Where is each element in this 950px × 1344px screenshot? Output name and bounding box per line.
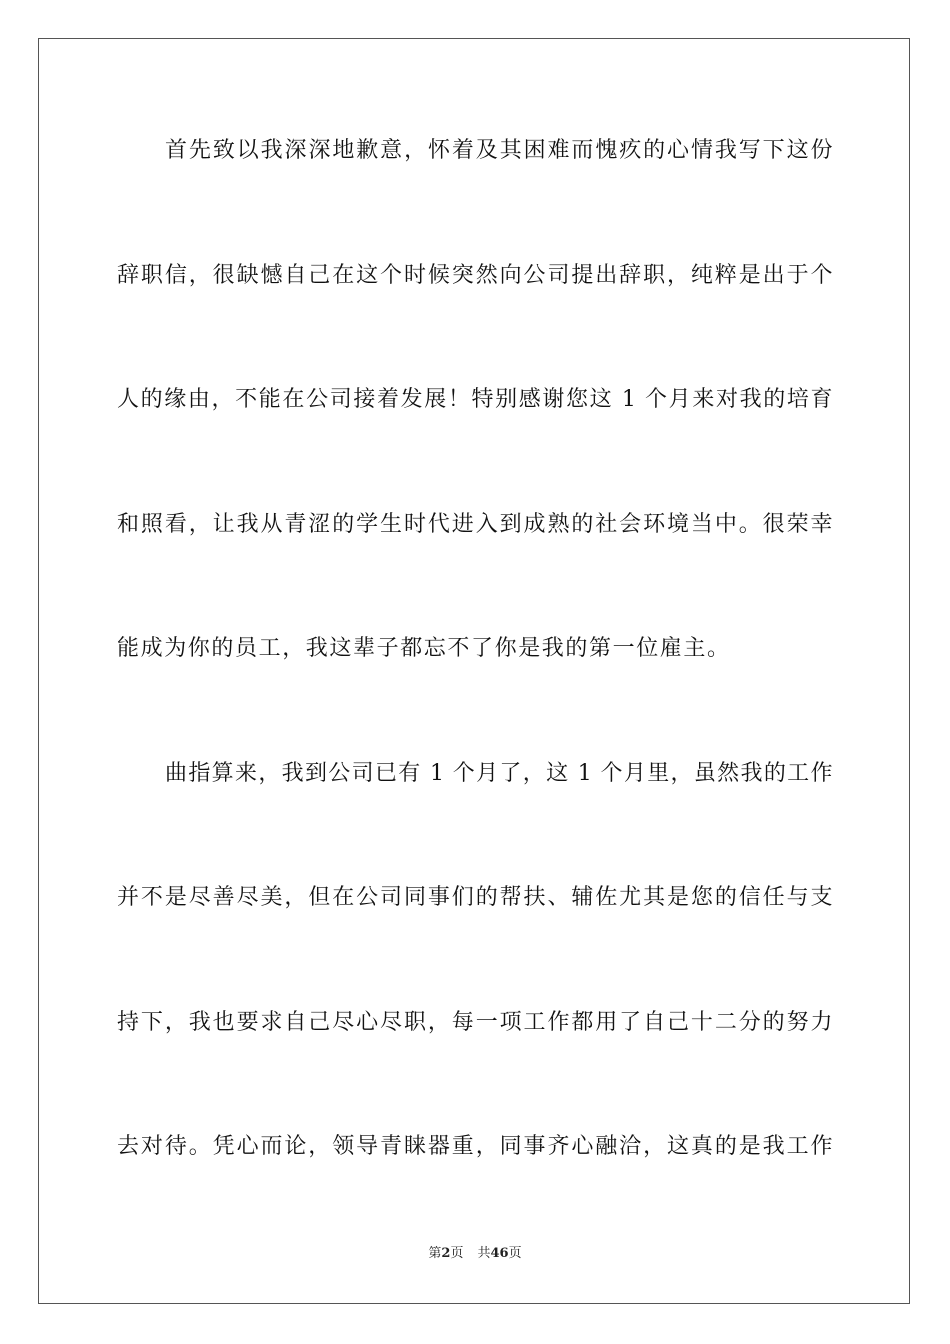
paragraph-1-line-1: 首先致以我深深地歉意，怀着及其困难而愧疚的心情我写下这份	[165, 138, 833, 163]
page-suffix: 页	[450, 1246, 464, 1261]
page-number: 2	[441, 1246, 451, 1261]
total-suffix: 页	[508, 1246, 522, 1261]
paragraph-1-line-2: 辞职信，很缺憾自己在这个时候突然向公司提出辞职，纯粹是出于个	[117, 263, 833, 288]
paragraph-1-line-5: 能成为你的员工，我这辈子都忘不了你是我的第一位雇主。	[117, 636, 731, 661]
paragraph-1-line-3: 人的缘由，不能在公司接着发展！特别感谢您这 1 个月来对我的培育	[117, 387, 833, 412]
page-prefix: 第	[428, 1246, 442, 1261]
total-prefix: 共	[477, 1246, 491, 1261]
paragraph-2-line-4: 去对待。凭心而论，领导青睐器重，同事齐心融洽，这真的是我工作	[117, 1134, 833, 1159]
paragraph-1-line-4: 和照看，让我从青涩的学生时代进入到成熟的社会环境当中。很荣幸	[117, 512, 833, 537]
total-pages: 46	[490, 1246, 509, 1261]
paragraph-2-line-2: 并不是尽善尽美，但在公司同事们的帮扶、辅佐尤其是您的信任与支	[117, 885, 833, 910]
paragraph-2-line-1: 曲指算来，我到公司已有 1 个月了，这 1 个月里，虽然我的工作	[165, 761, 833, 786]
paragraph-2-line-3: 持下，我也要求自己尽心尽职，每一项工作都用了自己十二分的努力	[117, 1010, 833, 1035]
page-border	[38, 38, 910, 1304]
page-footer	[0, 1245, 950, 1263]
